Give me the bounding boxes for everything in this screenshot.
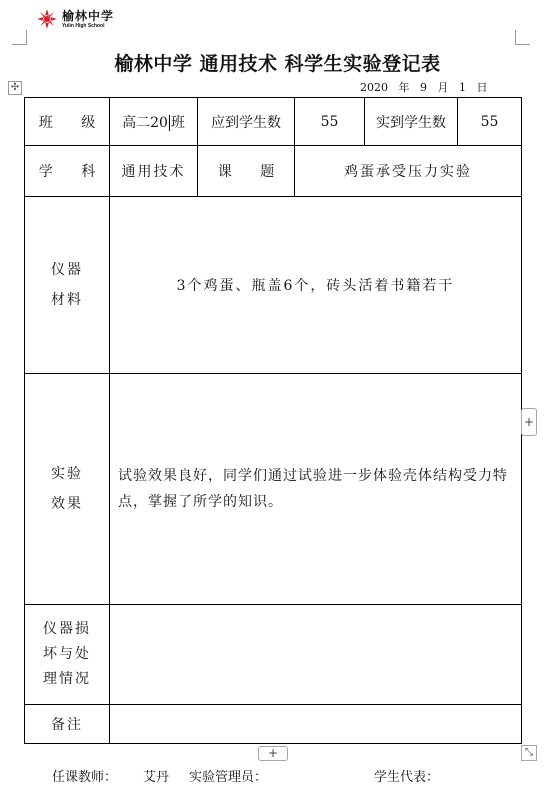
school-logo	[36, 8, 114, 30]
subject-label: 学 科	[25, 146, 110, 197]
date-month: 9	[420, 81, 427, 94]
date-month-unit: 月	[437, 81, 449, 94]
topic-value[interactable]: 鸡蛋承受压力实验	[295, 146, 522, 197]
effect-value[interactable]: 试验效果良好，同学们通过试验进一步体验壳体结构受力特点，掌握了所学的知识。	[110, 374, 522, 605]
date-year: 2020	[360, 81, 388, 94]
damage-label	[25, 605, 110, 705]
damage-label-line: 仪器损	[43, 621, 91, 637]
manager-label: 实验管理员：	[189, 770, 268, 785]
subject-value[interactable]: 通用技术	[110, 146, 198, 197]
remarks-label: 备注	[25, 705, 110, 744]
table-row	[25, 146, 522, 197]
topic-label: 课 题	[198, 146, 295, 197]
date-line	[360, 79, 488, 95]
school-emblem-icon	[36, 8, 58, 30]
add-row-button[interactable]: +	[258, 746, 288, 761]
effect-label-line: 实验	[51, 466, 83, 482]
teacher-label: 任课教师：	[52, 770, 118, 785]
table-row	[25, 374, 522, 605]
date-year-unit: 年	[398, 81, 410, 94]
actual-students-value[interactable]: 55	[458, 98, 522, 146]
date-day-unit: 日	[476, 81, 488, 94]
damage-label-line: 理情况	[43, 671, 91, 687]
table-row	[25, 98, 522, 146]
class-value-cell[interactable]	[110, 98, 198, 146]
expected-students-value[interactable]: 55	[295, 98, 365, 146]
add-column-button[interactable]: +	[521, 408, 537, 436]
materials-label-line: 仪器	[51, 262, 83, 278]
table-row	[25, 705, 522, 744]
logo-school-name-en: Yulin High School	[62, 22, 105, 29]
effect-label-line: 效果	[51, 496, 83, 512]
remarks-value[interactable]	[110, 705, 522, 744]
table-resize-handle-icon[interactable]: ⤡	[521, 745, 537, 761]
class-label: 班 级	[25, 98, 110, 146]
logo-school-name: 榆林中学	[62, 8, 115, 23]
materials-label-line: 材料	[51, 292, 83, 308]
table-move-handle-icon[interactable]: ✣	[8, 81, 22, 95]
table-row	[25, 605, 522, 705]
student-rep-label: 学生代表：	[374, 770, 440, 785]
registration-table	[24, 97, 522, 744]
text-cursor	[169, 115, 170, 131]
class-value-suffix: 班	[170, 114, 185, 131]
actual-students-label: 实到学生数	[365, 98, 458, 146]
teacher-name: 艾丹	[143, 770, 170, 785]
materials-value[interactable]: 3个鸡蛋、瓶盖6个，砖头活着书籍若干	[110, 197, 522, 374]
class-value: 高二20	[122, 114, 168, 131]
damage-value[interactable]	[110, 605, 522, 705]
damage-label-line: 坏与处	[43, 646, 91, 662]
materials-label	[25, 197, 110, 374]
table-row	[25, 197, 522, 374]
crop-mark-top-right	[515, 30, 530, 45]
expected-students-label: 应到学生数	[198, 98, 295, 146]
date-day: 1	[459, 81, 466, 94]
document-title: 榆林中学 通用技术 科学生实验登记表	[114, 53, 441, 75]
effect-label	[25, 374, 110, 605]
crop-mark-top-left	[12, 30, 27, 45]
